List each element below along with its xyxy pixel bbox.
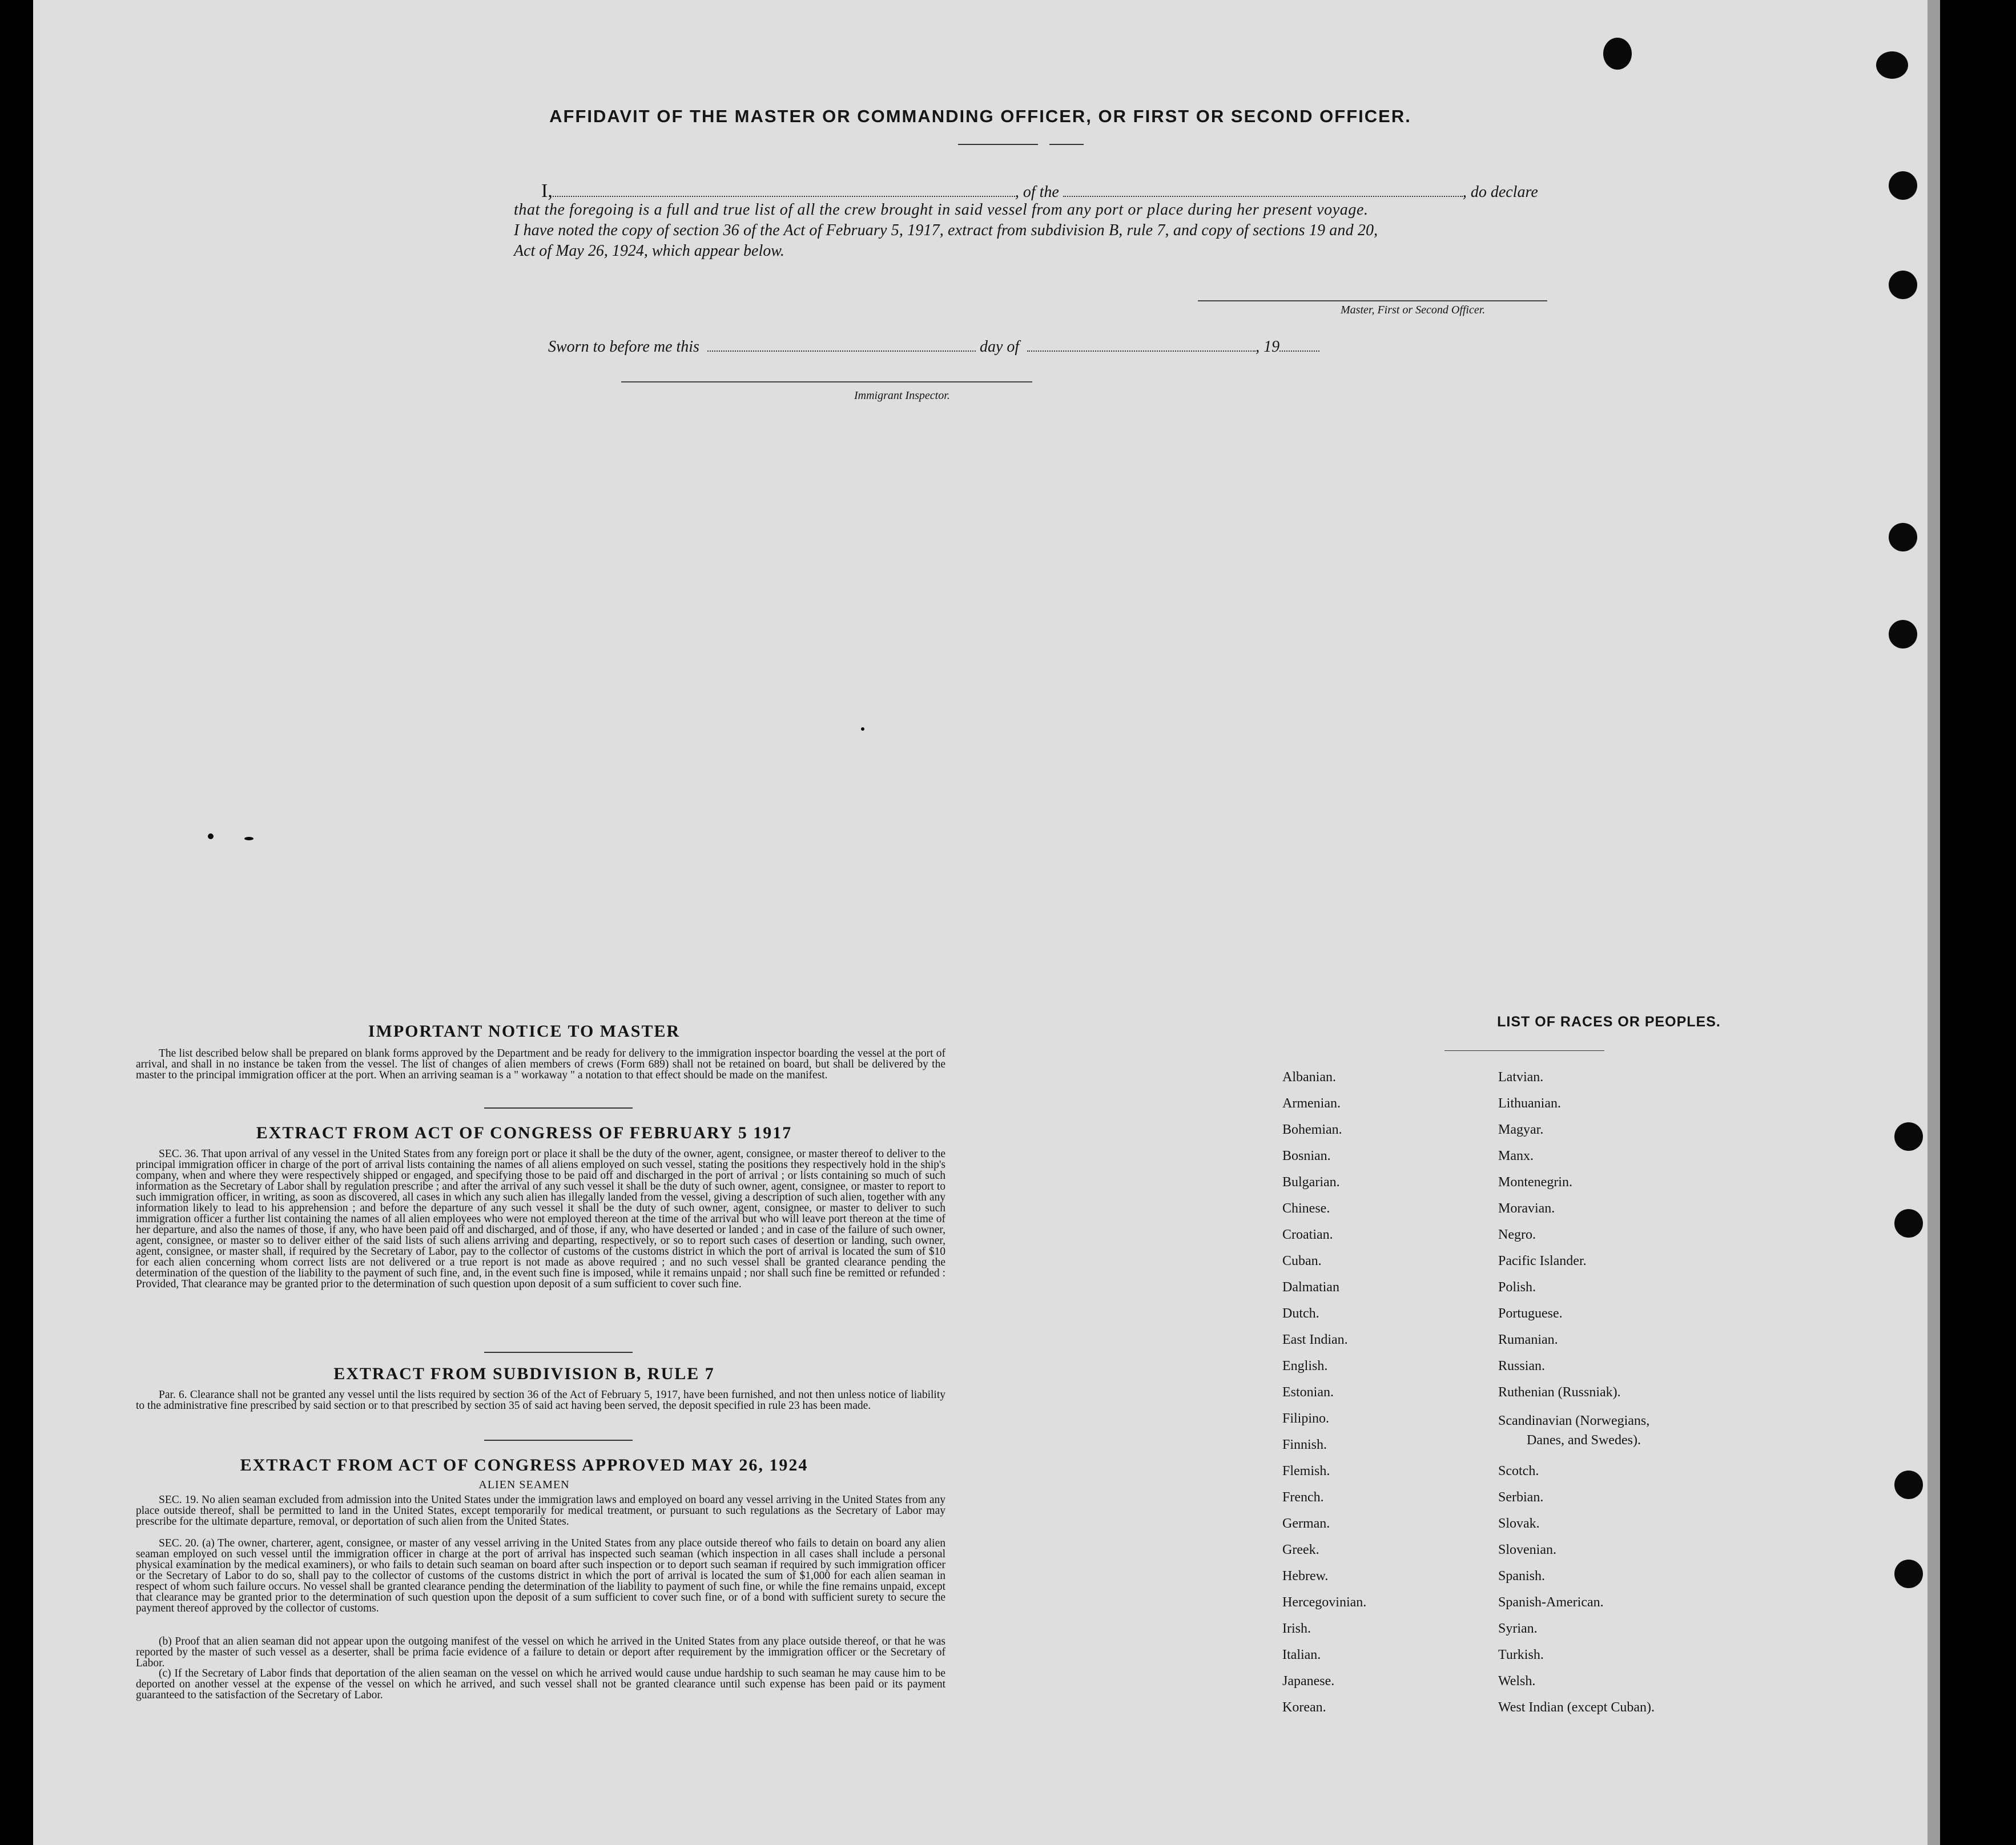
inspector-caption: Immigrant Inspector. bbox=[854, 389, 950, 402]
affidavit-line-3: I have noted the copy of section 36 of the Act of February 5, 1917, extract from subdivision B, rule 7, and copy of sections 19 and 20, bbox=[514, 221, 1378, 239]
race-item: Armenian. bbox=[1282, 1096, 1341, 1111]
race-item: Spanish-American. bbox=[1498, 1595, 1604, 1610]
race-item: Manx. bbox=[1498, 1149, 1534, 1163]
affidavit-line-2: that the foregoing is a full and true list of all the crew brought in said vessel from any port or place during her present voyage. bbox=[514, 201, 1369, 219]
alien-seamen-subtitle: ALIEN SEAMEN bbox=[478, 1479, 570, 1491]
race-item: Danes, and Swedes). bbox=[1527, 1433, 1641, 1448]
race-item: Dutch. bbox=[1282, 1306, 1319, 1321]
race-item: Japanese. bbox=[1282, 1674, 1335, 1689]
scan-speck bbox=[244, 837, 253, 840]
punch-hole bbox=[1894, 1471, 1923, 1499]
ink-blot bbox=[1603, 38, 1632, 70]
master-caption: Master, First or Second Officer. bbox=[1341, 304, 1486, 316]
month-fill bbox=[1027, 338, 1256, 352]
name-fill-line bbox=[553, 183, 1015, 197]
sworn-text: Sworn to before me this bbox=[548, 338, 699, 356]
affidavit-i: I, bbox=[541, 180, 553, 202]
race-item: English. bbox=[1282, 1359, 1328, 1373]
sworn-day-fill bbox=[707, 338, 976, 352]
inspector-signature-line bbox=[621, 381, 1032, 382]
race-item: Serbian. bbox=[1498, 1490, 1544, 1505]
affidavit-line-4: Act of May 26, 1924, which appear below. bbox=[514, 242, 784, 260]
race-item: East Indian. bbox=[1282, 1332, 1348, 1347]
document-paper bbox=[33, 0, 1928, 1845]
race-item: Ruthenian (Russniak). bbox=[1498, 1385, 1621, 1400]
race-item: Pacific Islander. bbox=[1498, 1254, 1587, 1268]
races-title-rule bbox=[1444, 1050, 1604, 1051]
master-signature-line bbox=[1198, 300, 1547, 301]
race-item: Flemish. bbox=[1282, 1464, 1330, 1479]
race-item: Estonian. bbox=[1282, 1385, 1334, 1400]
sec20b-text: (b) Proof that an alien seaman did not appear upon the outgoing manifest of the vessel on which he arrived in the United States from any place outside thereof, or that he was reported by the master of such vessel as a deserter, shall be prima facie evidence of a failure to detain or deport after requirement by the immigration officer or the Secretary of Labor. bbox=[136, 1635, 945, 1669]
race-item: Spanish. bbox=[1498, 1569, 1546, 1584]
notice-text: The list described below shall be prepared on blank forms approved by the Department and be ready for delivery to the immigration inspector boarding the vessel at the port of arrival, and shall in no instance be taken from the vessel. The list of changes of alien members of crews (Form 689) shall not be retained on board, but shall be delivered by the master to the principal immigration officer at the port. When an arriving seaman is a " workaway " a notation to that effect should be made on the manifest. bbox=[136, 1048, 945, 1081]
affidavit-do-declare: , do declare bbox=[1462, 183, 1538, 201]
punch-hole bbox=[1894, 1209, 1923, 1238]
extract-1917-title: EXTRACT FROM ACT OF CONGRESS OF FEBRUARY 5 1917 bbox=[256, 1123, 792, 1142]
section-rule bbox=[484, 1352, 633, 1353]
sec20a-text: SEC. 20. (a) The owner, charterer, agent, consignee, or master of any vessel arriving in the United States from any place outside thereof who fails to detain on board any alien seaman employed on such vessel until the immigration officer in charge at the port of arrival has inspected such seaman (which inspection in all cases shall include a personal physical examination by the medical examiners), or who fails to detain such seaman on board after such inspection or to deport such seaman if required by such immigration officer or the Secretary of Labor to do so, shall pay to the collector of customs of the customs district in which the port of arrival is located the sum of $1,000 for each alien seaman in respect of whom such failure occurs. No vessel shall be granted clearance pending the determination of the liability to payment of such fine, or while the fine remains unpaid, except that clearance may be granted prior to the determination of such question upon the deposit of a sum sufficient to cover such fine, or of a bond with sufficient surety to secure the payment thereof approved by the collector of customs. bbox=[136, 1537, 945, 1614]
year-fill bbox=[1279, 338, 1319, 352]
vessel-fill-line bbox=[1063, 183, 1463, 197]
title-rule bbox=[958, 144, 1038, 145]
notice-title: IMPORTANT NOTICE TO MASTER bbox=[368, 1022, 681, 1041]
race-item: Montenegrin. bbox=[1498, 1175, 1572, 1190]
race-item: Italian. bbox=[1282, 1647, 1321, 1662]
race-item: Polish. bbox=[1498, 1280, 1536, 1295]
punch-hole bbox=[1894, 1560, 1923, 1588]
race-item: Hercegovinian. bbox=[1282, 1595, 1367, 1610]
affidavit-line-1 bbox=[541, 180, 1538, 202]
race-item: Lithuanian. bbox=[1498, 1096, 1561, 1111]
sec20c-text: (c) If the Secretary of Labor finds that deportation of the alien seaman on the vessel on which he arrived would cause undue hardship to such seaman he may cause him to be deported on another vessel at the expense of the vessel on which he arrived, and such vessel shall not be granted clearance until such expense has been paid or its payment guaranteed to the satisfaction of the Secretary of Labor. bbox=[136, 1667, 945, 1701]
affidavit-of-the: , of the bbox=[1015, 183, 1059, 201]
race-item: Greek. bbox=[1282, 1542, 1319, 1557]
race-item: Bulgarian. bbox=[1282, 1175, 1340, 1190]
race-item: Russian. bbox=[1498, 1359, 1546, 1373]
race-item: Hebrew. bbox=[1282, 1569, 1329, 1584]
section-rule bbox=[484, 1107, 633, 1109]
race-item: Albanian. bbox=[1282, 1070, 1336, 1085]
race-item: Dalmatian bbox=[1282, 1280, 1339, 1295]
races-title: LIST OF RACES OR PEOPLES. bbox=[1497, 1014, 1721, 1030]
race-item: Korean. bbox=[1282, 1700, 1326, 1715]
extract-rule7-text: Par. 6. Clearance shall not be granted any vessel until the lists required by section 36 of the Act of February 5, 1917, have been furnished, and not then unless notice of liability to the administrative fine prescribed by said section or to that prescribed by section 35 of said act having been served, the deposit specified in rule 23 has been made. bbox=[136, 1389, 945, 1412]
race-item: Bosnian. bbox=[1282, 1149, 1331, 1163]
day-of-text: day of bbox=[979, 338, 1020, 356]
punch-hole bbox=[1889, 171, 1917, 200]
sworn-line bbox=[548, 338, 1319, 356]
race-item: Slovak. bbox=[1498, 1516, 1540, 1531]
race-item: Cuban. bbox=[1282, 1254, 1322, 1268]
race-item: Welsh. bbox=[1498, 1674, 1536, 1689]
page-edge bbox=[1928, 0, 1940, 1845]
race-item: German. bbox=[1282, 1516, 1330, 1531]
race-item: Finnish. bbox=[1282, 1437, 1327, 1452]
race-item: Filipino. bbox=[1282, 1411, 1330, 1426]
race-item: Latvian. bbox=[1498, 1070, 1544, 1085]
sec19-text: SEC. 19. No alien seaman excluded from admission into the United States under the immigration laws and employed on board any vessel arriving in the United States from any place outside thereof, shall be permitted to land in the United States, except temporarily for medical treatment, or pursuant to such regulations as the Secretary of Labor may prescribe for the ultimate departure, removal, or deportation of such alien from the United States. bbox=[136, 1494, 945, 1528]
scan-speck bbox=[208, 833, 214, 839]
punch-hole bbox=[1889, 523, 1917, 551]
extract-1924-title: EXTRACT FROM ACT OF CONGRESS APPROVED MAY 26, 1924 bbox=[240, 1456, 808, 1475]
race-item: Magyar. bbox=[1498, 1122, 1544, 1137]
race-item: Portuguese. bbox=[1498, 1306, 1563, 1321]
ink-blot bbox=[1876, 51, 1908, 79]
race-item: West Indian (except Cuban). bbox=[1498, 1700, 1655, 1715]
race-item: Croatian. bbox=[1282, 1227, 1333, 1242]
race-item: Scandinavian (Norwegians, bbox=[1498, 1413, 1650, 1428]
year-text: , 19 bbox=[1256, 338, 1280, 356]
race-item: Slovenian. bbox=[1498, 1542, 1556, 1557]
race-item: Negro. bbox=[1498, 1227, 1536, 1242]
title-rule bbox=[1049, 144, 1084, 145]
punch-hole bbox=[1894, 1122, 1923, 1151]
race-item: Syrian. bbox=[1498, 1621, 1538, 1636]
race-item: Irish. bbox=[1282, 1621, 1311, 1636]
race-item: Bohemian. bbox=[1282, 1122, 1342, 1137]
extract-rule7-title: EXTRACT FROM SUBDIVISION B, RULE 7 bbox=[333, 1364, 715, 1383]
race-item: Rumanian. bbox=[1498, 1332, 1558, 1347]
race-item: Moravian. bbox=[1498, 1201, 1555, 1216]
section-rule bbox=[484, 1440, 633, 1441]
punch-hole bbox=[1889, 271, 1917, 299]
race-item: Turkish. bbox=[1498, 1647, 1544, 1662]
race-item: French. bbox=[1282, 1490, 1324, 1505]
race-item: Scotch. bbox=[1498, 1464, 1539, 1479]
scan-speck bbox=[861, 727, 864, 731]
affidavit-title: AFFIDAVIT OF THE MASTER OR COMMANDING OFFICER, OR FIRST OR SECOND OFFICER. bbox=[549, 106, 1411, 126]
punch-hole bbox=[1889, 620, 1917, 648]
race-item: Chinese. bbox=[1282, 1201, 1330, 1216]
extract-1917-text: SEC. 36. That upon arrival of any vessel in the United States from any foreign port or place it shall be the duty of the owner, agent, consignee, or master thereof to deliver to the principal immigration officer in charge of the port of arrival lists containing the names of all aliens employed on such vessel, stating the positions they respectively hold in the ship's company, when and where they were respectively shipped or engaged, and specifying those to be paid off and discharged in the port of arrival ; or lists containing so much of such information as the Secretary of Labor shall by regulation prescribe ; and after the arrival of any such vessel it shall be the duty of such owner, agent, consignee, or master to report to such immigration officer, in writing, as soon as discovered, all cases in which any such alien has illegally landed from the vessel, giving a description of such alien, together with any information likely to lead to his apprehension ; and before the departure of any such vessel it shall be the duty of such owner, agent, consignee, or master to deliver to such immigration officer a further list containing the names of all alien employees who were not employed thereon at the time of the arrival but who will leave port thereon at the time of her departure, and also the names of those, if any, who have been paid off and discharged, and of those, if any, who have deserted or landed ; and in case of the failure of such owner, agent, consignee, or master so to deliver either of the said lists of such aliens arriving and departing, respectively, or so to report such cases of desertion or landing, such owner, agent, consignee, or master shall, if required by the Secretary of Labor, pay to the collector of customs of the customs district in which the port of arrival is located the sum of $10 for each alien concerning whom correct lists are not delivered or a true report is not made as above required ; and no such vessel shall be granted clearance pending the determination of the question of the liability to the payment of such fine, and, in the event such fine is imposed, while it remains unpaid ; nor shall such fine be remitted or refunded : Provided, That clearance may be granted prior to the determination of such question upon deposit of a sum sufficient to cover such fine. bbox=[136, 1148, 945, 1290]
